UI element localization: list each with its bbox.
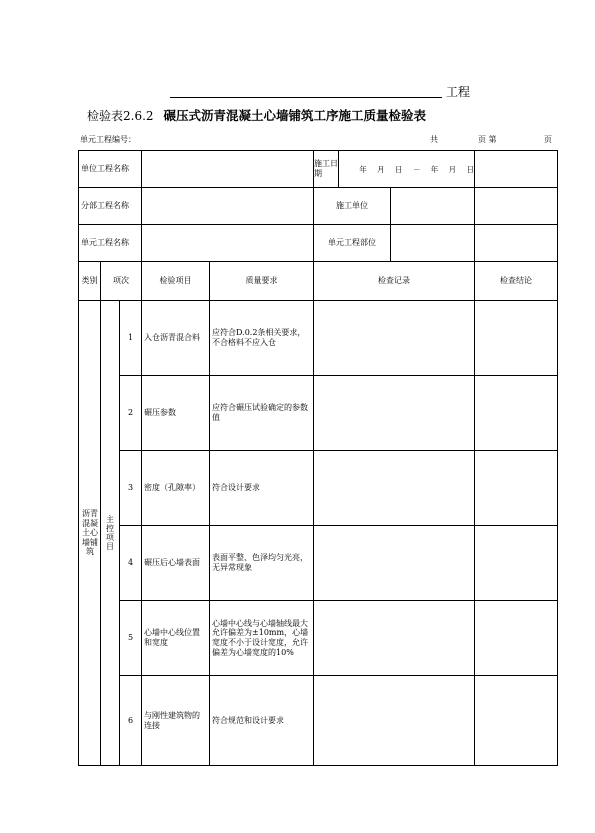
construction-unit-label: 施工单位 (314, 188, 391, 224)
row-requirement: 应符合D.0.2条相关要求，不合格料不应入仓 (210, 301, 314, 376)
table-row (79, 526, 558, 601)
row-no: 1 (120, 301, 142, 376)
row-no: 3 (120, 451, 142, 526)
page-unit-a: 页 第 (478, 135, 497, 144)
row-no: 4 (120, 526, 142, 601)
info-row-3 (79, 225, 558, 262)
row-item: 碾压参数 (142, 376, 210, 451)
category-sub-cell (101, 301, 120, 766)
element-location-cell (314, 225, 475, 262)
col-inspection-item: 检验项目 (142, 262, 210, 301)
row-record-field[interactable] (314, 601, 475, 676)
division-project-name-label: 分部工程名称 (79, 188, 142, 225)
category-main-cell (79, 301, 101, 766)
row-no: 2 (120, 376, 142, 451)
col-inspection-record: 检查记录 (314, 262, 475, 301)
table-row (79, 301, 558, 376)
row-item: 碾压后心墙表面 (142, 526, 210, 601)
unit-project-name-label: 单位工程名称 (79, 151, 142, 188)
col-category: 类别 (79, 262, 101, 301)
page-unit-b: 页 (544, 135, 552, 144)
row-conclusion-field[interactable] (475, 451, 558, 526)
row-conclusion-field[interactable] (475, 601, 558, 676)
column-header-row (79, 262, 558, 301)
page-total-label: 共 (430, 135, 438, 144)
table-row (79, 451, 558, 526)
row-record-field[interactable] (314, 301, 475, 376)
col-quality-requirement: 质量要求 (210, 262, 314, 301)
row-requirement: 表面平整、色泽均匀光亮，无异常现象 (210, 526, 314, 601)
info-row-2 (79, 188, 558, 225)
unit-project-name-field[interactable] (142, 151, 314, 188)
row-record-field[interactable] (314, 451, 475, 526)
row-no: 6 (120, 676, 142, 766)
row-conclusion-field[interactable] (475, 301, 558, 376)
table-row (79, 376, 558, 451)
page-title (87, 106, 426, 124)
construction-date-field[interactable] (475, 151, 558, 188)
table-row (79, 676, 558, 766)
unit-number-label: 单元工程编号： (80, 135, 136, 144)
row-item: 与刚性建筑物的连接 (142, 676, 210, 766)
form-title: 碾压式沥青混凝土心墙铺筑工序施工质量检验表 (163, 108, 427, 123)
element-project-name-label: 单元工程名称 (79, 225, 142, 262)
form-number: 检验表2.6.2 (87, 109, 154, 123)
inspection-table (78, 150, 558, 766)
construction-unit-cell (314, 188, 475, 225)
project-suffix: 工程 (446, 85, 471, 99)
row-record-field[interactable] (314, 676, 475, 766)
row-requirement: 心墙中心线与心墙轴线最大允许偏差为±10mm，心墙宽度不小于设计宽度，允许偏差为心墙宽度的10% (210, 601, 314, 676)
construction-date-value[interactable]: 年 月 日 － 年 月 日 (359, 164, 475, 174)
element-project-name-field[interactable] (142, 225, 314, 262)
date-row-cell (314, 151, 475, 188)
row-conclusion-field[interactable] (475, 376, 558, 451)
project-name-underline[interactable] (170, 97, 442, 98)
row-conclusion-field[interactable] (475, 526, 558, 601)
construction-date-label: 施工日期 (314, 151, 339, 187)
row-item: 密度（孔隙率） (142, 451, 210, 526)
table-row (79, 601, 558, 676)
construction-unit-field[interactable] (475, 188, 558, 225)
row-conclusion-field[interactable] (475, 676, 558, 766)
row-no: 5 (120, 601, 142, 676)
row-requirement: 符合设计要求 (210, 451, 314, 526)
row-item: 心墙中心线位置和宽度 (142, 601, 210, 676)
col-inspection-conclusion: 检查结论 (475, 262, 558, 301)
col-item-no: 项次 (101, 262, 142, 301)
category-main-label: 沥青混凝土心墙铺筑 (82, 509, 98, 557)
element-project-location-field[interactable] (475, 225, 558, 262)
row-requirement: 符合规范和设计要求 (210, 676, 314, 766)
element-project-location-label: 单元工程部位 (314, 225, 391, 261)
row-record-field[interactable] (314, 376, 475, 451)
division-project-name-field[interactable] (142, 188, 314, 225)
row-item: 入仓沥青混合料 (142, 301, 210, 376)
row-record-field[interactable] (314, 526, 475, 601)
row-requirement: 应符合碾压试验确定的参数值 (210, 376, 314, 451)
info-row-1 (79, 151, 558, 188)
category-sub-label: 主控项目 (106, 514, 114, 552)
